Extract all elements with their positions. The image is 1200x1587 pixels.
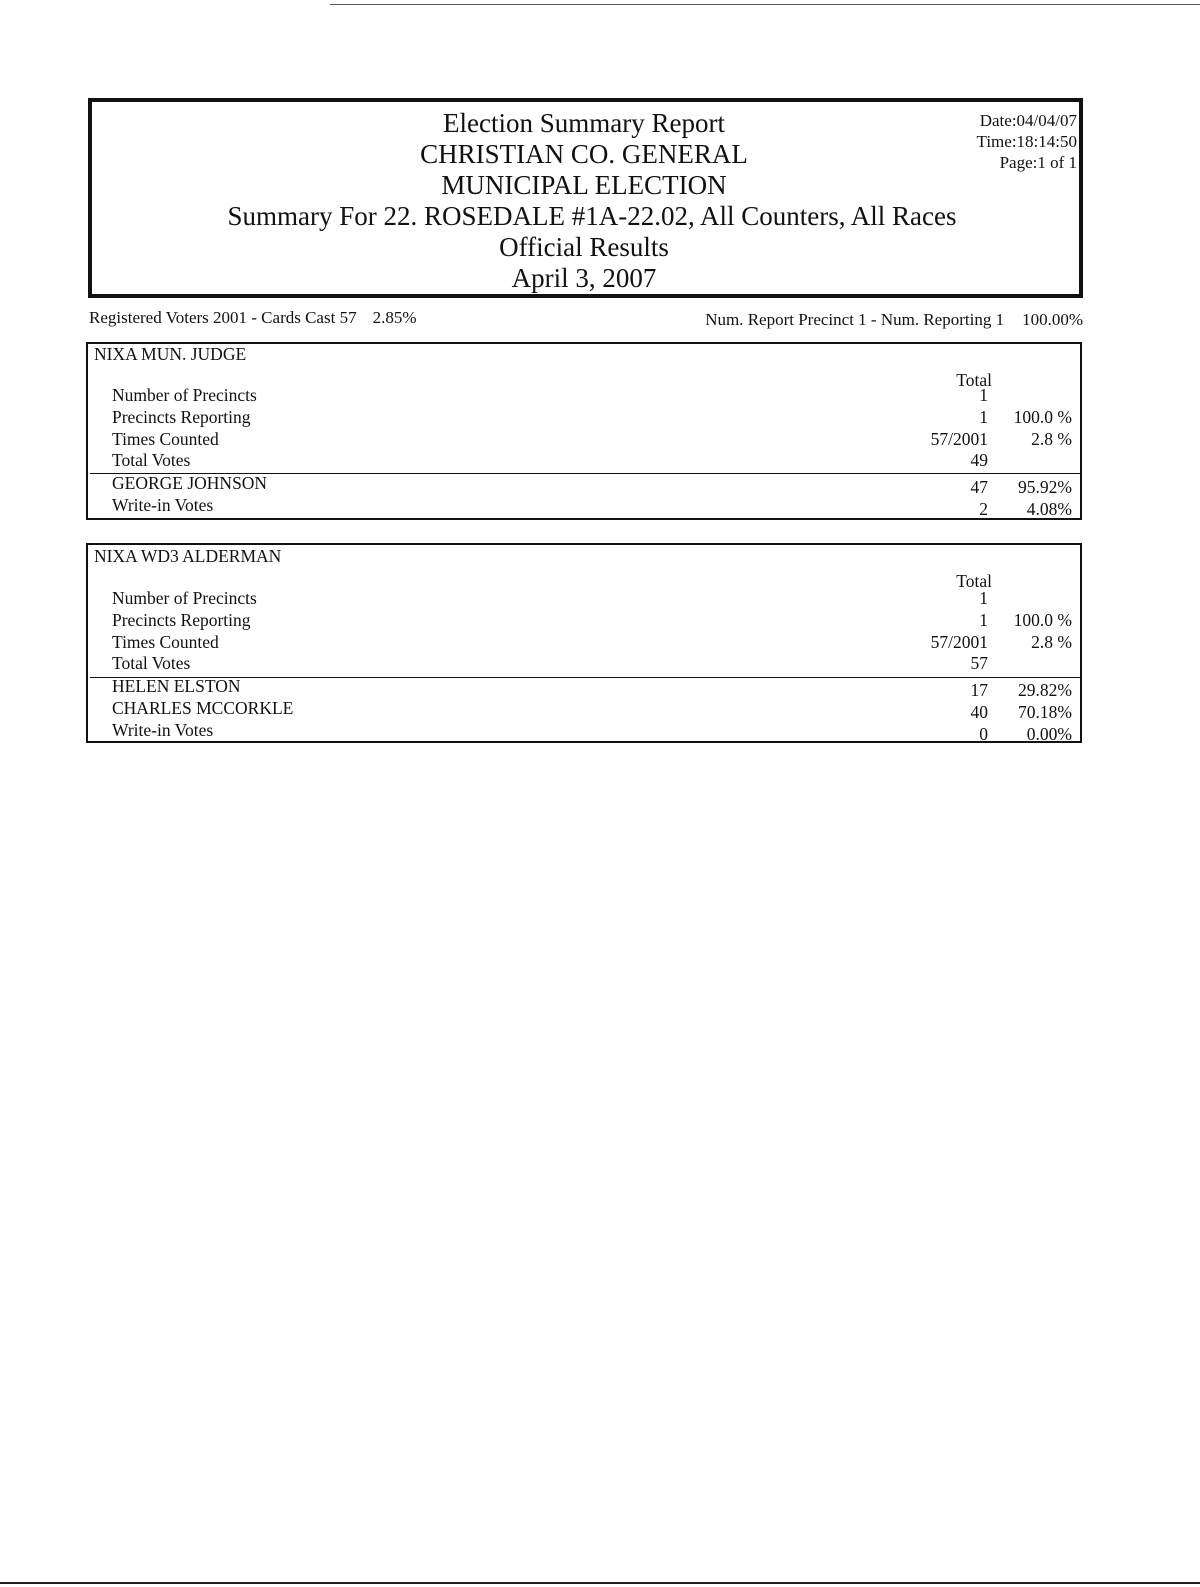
race-title: NIXA WD3 ALDERMAN [94,546,282,566]
stat-label: Precincts Reporting [112,407,251,427]
candidate-percent: 4.08% [1026,499,1072,519]
stat-label: Times Counted [112,429,219,449]
stat-percent: 100.0 % [1013,407,1072,427]
candidate-percent: 70.18% [1018,702,1072,722]
precinct-reporting-summary [705,310,1083,330]
stat-label: Total Votes [112,450,191,470]
report-page: Page:1 of 1 [999,153,1077,172]
header-title-block [92,108,1092,294]
candidate-name: GEORGE JOHNSON [112,473,268,493]
stat-value: 1 [979,588,988,608]
candidate-percent: 29.82% [1018,680,1072,700]
precinct-reporting-text: Num. Report Precinct 1 - Num. Reporting 1 [705,310,1005,329]
stat-label: Number of Precincts [112,385,257,405]
candidate-row [88,720,1078,744]
stat-row [88,385,1078,406]
stat-value: 1 [979,610,988,630]
candidate-name: HELEN ELSTON [112,676,241,696]
stat-row [88,450,1078,471]
stat-row [88,407,1078,428]
candidate-votes: 0 [979,724,988,744]
stat-row [88,653,1078,674]
candidate-votes: 40 [970,702,988,722]
scan-edge-bottom [0,1582,1200,1584]
stat-percent: 100.0 % [1013,610,1072,630]
summary-scope: Summary For 22. ROSEDALE #1A-22.02, All Counters, All Races [227,201,957,231]
results-status: Official Results [499,232,669,262]
report-time: Time:18:14:50 [976,132,1077,151]
reporting-percent: 100.00% [1022,310,1083,329]
candidate-percent: 95.92% [1018,477,1072,497]
report-header [88,98,1083,298]
race-title: NIXA MUN. JUDGE [94,344,247,364]
election-date: April 3, 2007 [511,263,657,293]
scan-edge-top [330,4,1200,5]
report-date: Date:04/04/07 [979,111,1077,130]
candidate-row [88,698,1078,722]
candidate-name: Write-in Votes [112,720,214,740]
total-column-header: Total [956,370,992,390]
candidate-votes: 17 [970,680,988,700]
stat-percent: 2.8 % [1031,429,1072,449]
candidate-row [88,473,1078,497]
total-column-header: Total [956,571,992,591]
candidate-votes: 2 [979,499,988,519]
race-section [86,342,1082,520]
stat-row [88,610,1078,631]
candidate-name: CHARLES MCCORKLE [112,698,294,718]
candidate-votes: 47 [970,477,988,497]
stat-value: 49 [970,450,988,470]
stat-row [88,588,1078,609]
stat-value: 57/2001 [930,632,988,652]
county-name: CHRISTIAN CO. GENERAL [420,139,748,169]
stat-value: 1 [979,407,988,427]
stat-row [88,429,1078,450]
election-name: MUNICIPAL ELECTION [441,170,727,200]
report-meta [977,110,1077,173]
stat-label: Times Counted [112,632,219,652]
candidate-percent: 0.00% [1026,724,1072,744]
registered-voters-summary [89,308,417,328]
registered-voters-text: Registered Voters 2001 - Cards Cast 57 [89,308,357,327]
stat-value: 57/2001 [930,429,988,449]
stat-value: 1 [979,385,988,405]
stat-label: Precincts Reporting [112,610,251,630]
candidate-name: Write-in Votes [112,495,214,515]
stat-label: Number of Precincts [112,588,257,608]
report-title: Election Summary Report [443,108,725,138]
candidate-row [88,495,1078,519]
stat-label: Total Votes [112,653,191,673]
candidate-row [88,676,1078,700]
stat-percent: 2.8 % [1031,632,1072,652]
stat-value: 57 [970,653,988,673]
turnout-percent: 2.85% [372,308,417,327]
stat-row [88,632,1078,653]
race-section [86,543,1082,743]
